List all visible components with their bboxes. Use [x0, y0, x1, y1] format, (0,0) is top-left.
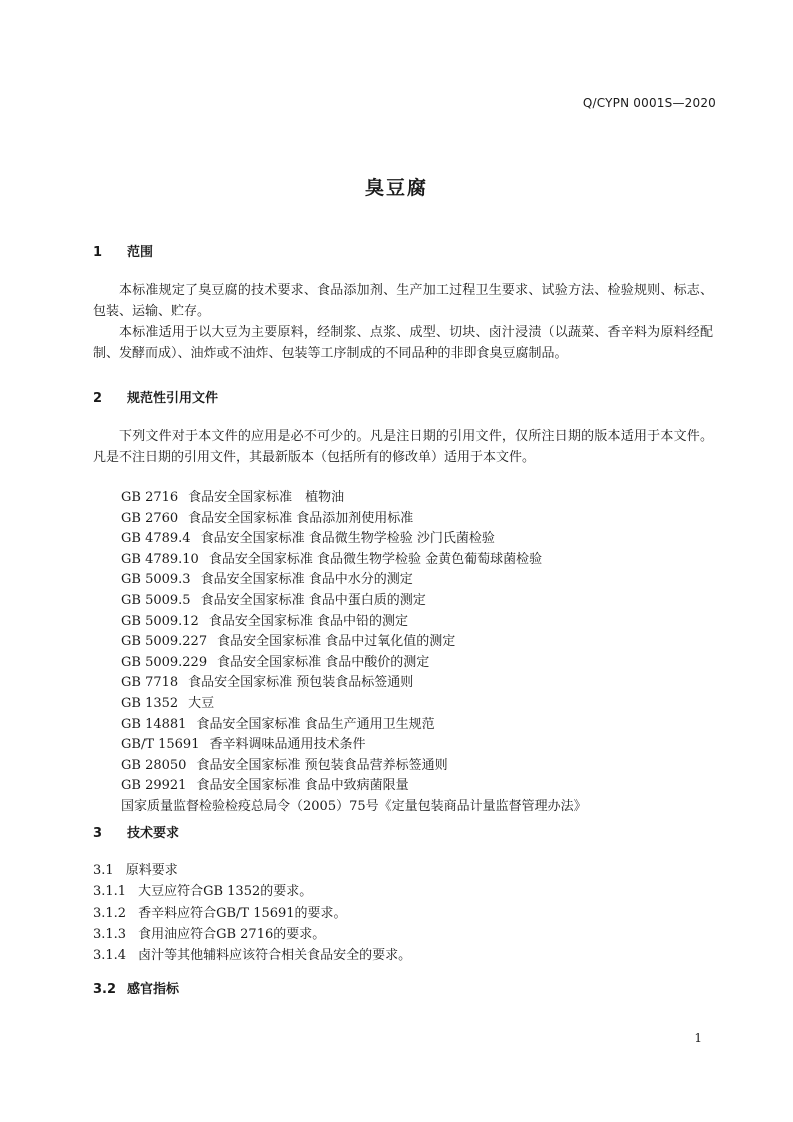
reference-code: GB 5009.229: [121, 654, 208, 670]
reference-code: GB 14881: [121, 716, 187, 732]
scope-paragraph: 本标准适用于以大豆为主要原料，经制浆、点浆、成型、切块、卤汁浸渍（以蔬菜、香辛料为原料经配制、发酵而成）、油炸或不油炸、包装等工序制成的不同品种的非即食臭豆腐制品。: [93, 325, 713, 361]
requirement-number: 3.1.3: [93, 926, 127, 942]
page-number: 1: [694, 1031, 702, 1045]
reference-name: 食品安全国家标准 植物油: [188, 490, 345, 505]
section-number: 3: [93, 826, 103, 841]
refs-intro: [93, 426, 713, 468]
reference-item: [121, 570, 587, 591]
reference-item: [121, 673, 587, 694]
reference-name: 食品安全国家标准 食品添加剂使用标准: [188, 510, 414, 526]
reference-code: GB 2716: [121, 490, 179, 505]
reference-item: [121, 776, 587, 797]
reference-item: [121, 550, 587, 571]
reference-code: GB 5009.3: [121, 572, 191, 588]
requirement-item: [93, 945, 411, 966]
requirement-item: [93, 881, 411, 902]
reference-item: [121, 694, 587, 715]
reference-name: 食品安全国家标准 预包装食品标签通则: [188, 675, 414, 691]
requirement-number: 3.1: [93, 863, 114, 878]
reference-name: 食品安全国家标准 食品微生物学检验 金黄色葡萄球菌检验: [208, 551, 543, 567]
reference-code: GB 5009.12: [121, 613, 199, 629]
reference-code: GB 1352: [121, 695, 179, 711]
requirement-item: [93, 924, 411, 945]
reference-item: [121, 509, 587, 530]
reference-item: [121, 756, 587, 777]
reference-code: GB 29921: [121, 778, 187, 794]
document-code: Q/CYPN 0001S—2020: [582, 96, 716, 110]
reference-name: 食品安全国家标准 预包装食品营养标签通则: [196, 757, 448, 773]
reference-name: 食品安全国家标准 食品中铅的测定: [208, 613, 408, 629]
reference-code: GB 5009.227: [121, 634, 208, 650]
reference-item: [121, 591, 587, 612]
reference-name: 国家质量监督检验检疫总局令（2005）75号《定量包装商品计量监督管理办法》: [121, 798, 587, 814]
section-title: 技术要求: [127, 826, 180, 841]
reference-name: 食品安全国家标准 食品中过氧化值的测定: [217, 634, 456, 650]
reference-list: [121, 488, 587, 818]
requirement-text: 卤汁等其他辅料应该符合相关食品安全的要求。: [138, 948, 412, 964]
section-number: 2: [93, 391, 103, 406]
requirements-list: [93, 860, 411, 966]
section-title: 范围: [127, 245, 154, 260]
section-heading-tech: [93, 822, 179, 841]
requirement-number: 3.1.2: [93, 905, 127, 921]
reference-name: 香辛料调味品通用技术条件: [209, 737, 366, 753]
reference-name: 食品安全国家标准 食品中蛋白质的测定: [200, 592, 426, 608]
requirement-text: 食用油应符合GB 2716的要求。: [138, 926, 326, 942]
requirement-number: 3.1.1: [93, 884, 127, 900]
reference-code: GB/T 15691: [121, 737, 200, 753]
reference-item: [121, 488, 587, 509]
scope-paragraphs: [93, 280, 713, 364]
document-title: 臭豆腐: [364, 177, 428, 199]
reference-code: GB 2760: [121, 510, 179, 526]
requirement-item: [93, 860, 411, 881]
reference-name: 大豆: [188, 695, 215, 711]
reference-code: GB 4789.4: [121, 531, 191, 547]
section-title: 感官指标: [127, 982, 180, 997]
reference-code: GB 4789.10: [121, 551, 199, 567]
reference-item: [121, 529, 587, 550]
reference-code: GB 28050: [121, 757, 187, 773]
reference-name: 食品安全国家标准 食品微生物学检验 沙门氏菌检验: [200, 531, 495, 547]
reference-item: [121, 735, 587, 756]
refs-intro-text: 下列文件对于本文件的应用是必不可少的。凡是注日期的引用文件，仅所注日期的版本适用于本文件。凡是不注日期的引用文件，其最新版本（包括所有的修改单）适用于本文件。: [93, 429, 713, 465]
requirement-text: 香辛料应符合GB/T 15691的要求。: [138, 905, 347, 921]
section-number: 3.2: [93, 982, 117, 997]
scope-paragraph: 本标准规定了臭豆腐的技术要求、食品添加剂、生产加工过程卫生要求、试验方法、检验规则、标志、包装、运输、贮存。: [93, 283, 713, 319]
reference-item: [121, 653, 587, 674]
section-heading-refs: [93, 387, 218, 406]
requirement-text: 原料要求: [125, 863, 178, 878]
reference-item: [121, 632, 587, 653]
reference-code: GB 7718: [121, 675, 179, 691]
reference-name: 食品安全国家标准 食品中酸价的测定: [217, 654, 430, 670]
section-title: 规范性引用文件: [127, 391, 219, 406]
reference-name: 食品安全国家标准 食品生产通用卫生规范: [196, 716, 435, 732]
reference-code: GB 5009.5: [121, 592, 191, 608]
requirement-number: 3.1.4: [93, 948, 127, 964]
reference-item: [121, 715, 587, 736]
reference-item: [121, 797, 587, 818]
requirement-text: 大豆应符合GB 1352的要求。: [138, 884, 313, 900]
reference-name: 食品安全国家标准 食品中致病菌限量: [196, 778, 409, 794]
section-heading-scope: [93, 241, 153, 260]
requirement-item: [93, 903, 411, 924]
reference-name: 食品安全国家标准 食品中水分的测定: [200, 572, 413, 588]
reference-item: [121, 612, 587, 633]
section-heading-sensory: [93, 978, 179, 997]
section-number: 1: [93, 245, 103, 260]
